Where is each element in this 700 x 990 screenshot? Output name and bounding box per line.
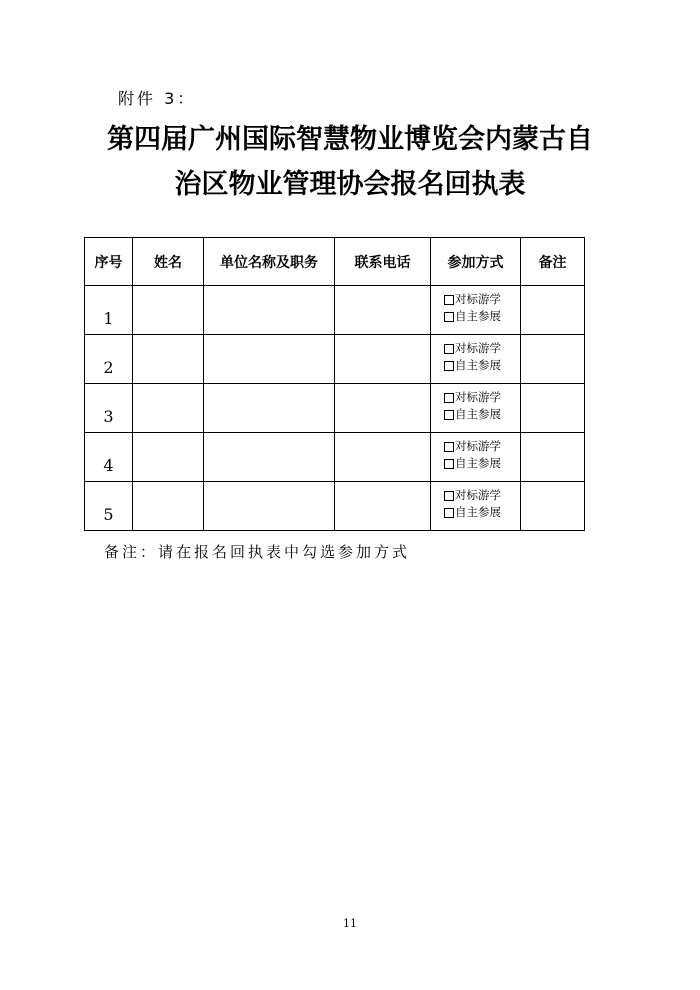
phone-cell[interactable] — [335, 335, 431, 384]
method-option[interactable] — [444, 487, 520, 504]
participation-method-cell — [431, 335, 521, 384]
unit-position-cell[interactable] — [204, 433, 335, 482]
method-option-label: 自主参展 — [455, 309, 501, 323]
header-seq: 序号 — [85, 238, 133, 286]
name-cell[interactable] — [133, 482, 204, 531]
method-option[interactable] — [444, 438, 520, 455]
registration-table — [84, 237, 585, 531]
checkbox-icon[interactable] — [444, 442, 454, 452]
name-cell[interactable] — [133, 384, 204, 433]
header-phone: 联系电话 — [335, 238, 431, 286]
table-header-row — [85, 238, 585, 286]
method-option[interactable] — [444, 357, 520, 374]
phone-cell[interactable] — [335, 482, 431, 531]
document-title-line-2: 治区物业管理协会报名回执表 — [174, 169, 526, 200]
checkbox-icon[interactable] — [444, 312, 454, 322]
seq-number: 3 — [103, 407, 114, 426]
method-option[interactable] — [444, 389, 520, 406]
remarks-cell[interactable] — [521, 286, 585, 335]
method-option-label: 对标游学 — [455, 341, 501, 355]
participation-method-cell — [431, 384, 521, 433]
checkbox-icon[interactable] — [444, 361, 454, 371]
document-title-line-1: 第四届广州国际智慧物业博览会内蒙古自 — [107, 124, 593, 155]
header-participation-method: 参加方式 — [431, 238, 521, 286]
method-option-label: 自主参展 — [455, 456, 501, 470]
seq-number: 4 — [103, 456, 114, 475]
checkbox-icon[interactable] — [444, 459, 454, 469]
seq-cell — [85, 384, 133, 433]
header-name: 姓名 — [133, 238, 204, 286]
method-option-label: 对标游学 — [455, 390, 501, 404]
seq-cell — [85, 286, 133, 335]
method-option[interactable] — [444, 455, 520, 472]
checkbox-icon[interactable] — [444, 508, 454, 518]
page-number: 11 — [343, 917, 357, 930]
method-option-label: 对标游学 — [455, 488, 501, 502]
phone-cell[interactable] — [335, 286, 431, 335]
table-row — [85, 286, 585, 335]
checkbox-icon[interactable] — [444, 295, 454, 305]
remarks-cell[interactable] — [521, 384, 585, 433]
table-row — [85, 384, 585, 433]
method-option[interactable] — [444, 291, 520, 308]
name-cell[interactable] — [133, 286, 204, 335]
method-option[interactable] — [444, 504, 520, 521]
seq-cell — [85, 433, 133, 482]
header-unit-position: 单位名称及职务 — [204, 238, 335, 286]
participation-method-cell — [431, 286, 521, 335]
checkbox-icon[interactable] — [444, 491, 454, 501]
note-text: 备注：请在报名回执表中勾选参加方式 — [104, 543, 411, 561]
participation-method-cell — [431, 482, 521, 531]
phone-cell[interactable] — [335, 384, 431, 433]
remarks-cell[interactable] — [521, 482, 585, 531]
method-option-label: 对标游学 — [455, 292, 501, 306]
seq-cell — [85, 335, 133, 384]
participation-method-cell — [431, 433, 521, 482]
remarks-cell[interactable] — [521, 433, 585, 482]
checkbox-icon[interactable] — [444, 410, 454, 420]
seq-number: 1 — [103, 309, 114, 328]
attachment-label: 附件 3： — [118, 89, 197, 108]
checkbox-icon[interactable] — [444, 393, 454, 403]
seq-number: 5 — [103, 505, 114, 524]
method-option[interactable] — [444, 406, 520, 423]
method-option-label: 自主参展 — [455, 407, 501, 421]
method-option-label: 自主参展 — [455, 505, 501, 519]
table-row — [85, 335, 585, 384]
method-option-label: 自主参展 — [455, 358, 501, 372]
table-row — [85, 433, 585, 482]
name-cell[interactable] — [133, 335, 204, 384]
method-option-label: 对标游学 — [455, 439, 501, 453]
method-option[interactable] — [444, 308, 520, 325]
seq-cell — [85, 482, 133, 531]
unit-position-cell[interactable] — [204, 482, 335, 531]
header-remarks: 备注 — [521, 238, 585, 286]
table-row — [85, 482, 585, 531]
checkbox-icon[interactable] — [444, 344, 454, 354]
seq-number: 2 — [103, 358, 114, 377]
unit-position-cell[interactable] — [204, 384, 335, 433]
remarks-cell[interactable] — [521, 335, 585, 384]
name-cell[interactable] — [133, 433, 204, 482]
phone-cell[interactable] — [335, 433, 431, 482]
unit-position-cell[interactable] — [204, 335, 335, 384]
unit-position-cell[interactable] — [204, 286, 335, 335]
method-option[interactable] — [444, 340, 520, 357]
